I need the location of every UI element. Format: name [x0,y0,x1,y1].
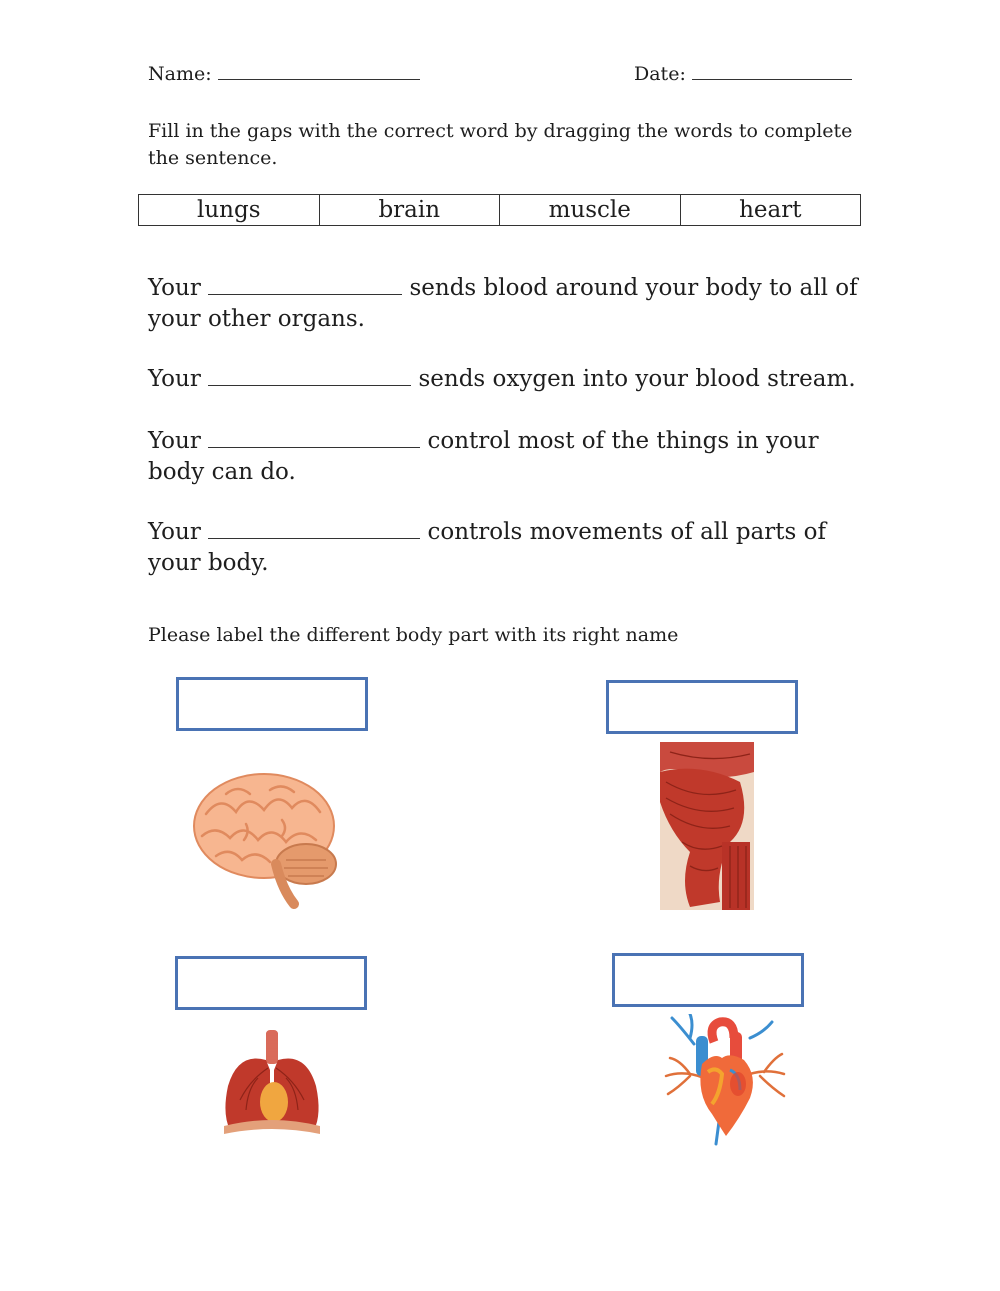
word-lungs[interactable]: lungs [139,195,320,225]
instructions: Fill in the gaps with the correct word by dragging the words to complete the sentence. [148,120,853,169]
name-field [148,60,420,85]
label-instructions: Please label the different body part with its right name [148,624,679,646]
name-input[interactable] [218,60,420,80]
date-field [634,60,852,85]
word-brain[interactable]: brain [320,195,501,225]
sentence-suffix: controls movements of all parts of your body. [148,519,826,576]
brain-icon [186,764,346,912]
gap-4[interactable] [208,519,420,539]
word-bank [138,194,861,226]
name-label: Name: [148,63,212,85]
label-box-muscle[interactable] [606,680,798,734]
label-box-brain[interactable] [176,677,368,731]
label-box-heart[interactable] [612,953,804,1007]
sentence-suffix: control most of the things in your body can do. [148,428,819,485]
sentence-4 [148,517,863,579]
date-label: Date: [634,63,686,85]
date-input[interactable] [692,60,852,80]
sentence-1 [148,273,863,335]
label-box-lungs[interactable] [175,956,367,1010]
sentence-suffix: sends oxygen into your blood stream. [418,366,856,392]
sentence-2 [148,364,863,395]
lungs-icon [220,1030,324,1138]
sentence-prefix: Your [148,275,201,301]
heart-icon [660,1014,790,1148]
gap-2[interactable] [208,366,411,386]
sentence-3 [148,426,863,488]
gap-1[interactable] [208,275,402,295]
word-heart[interactable]: heart [739,197,802,223]
gap-3[interactable] [208,428,420,448]
sentence-prefix: Your [148,428,201,454]
muscle-icon [660,742,754,910]
word-muscle[interactable]: muscle [500,195,681,225]
sentence-prefix: Your [148,366,201,392]
sentence-suffix: sends blood around your body to all of your other organs. [148,275,858,332]
sentence-prefix: Your [148,519,201,545]
